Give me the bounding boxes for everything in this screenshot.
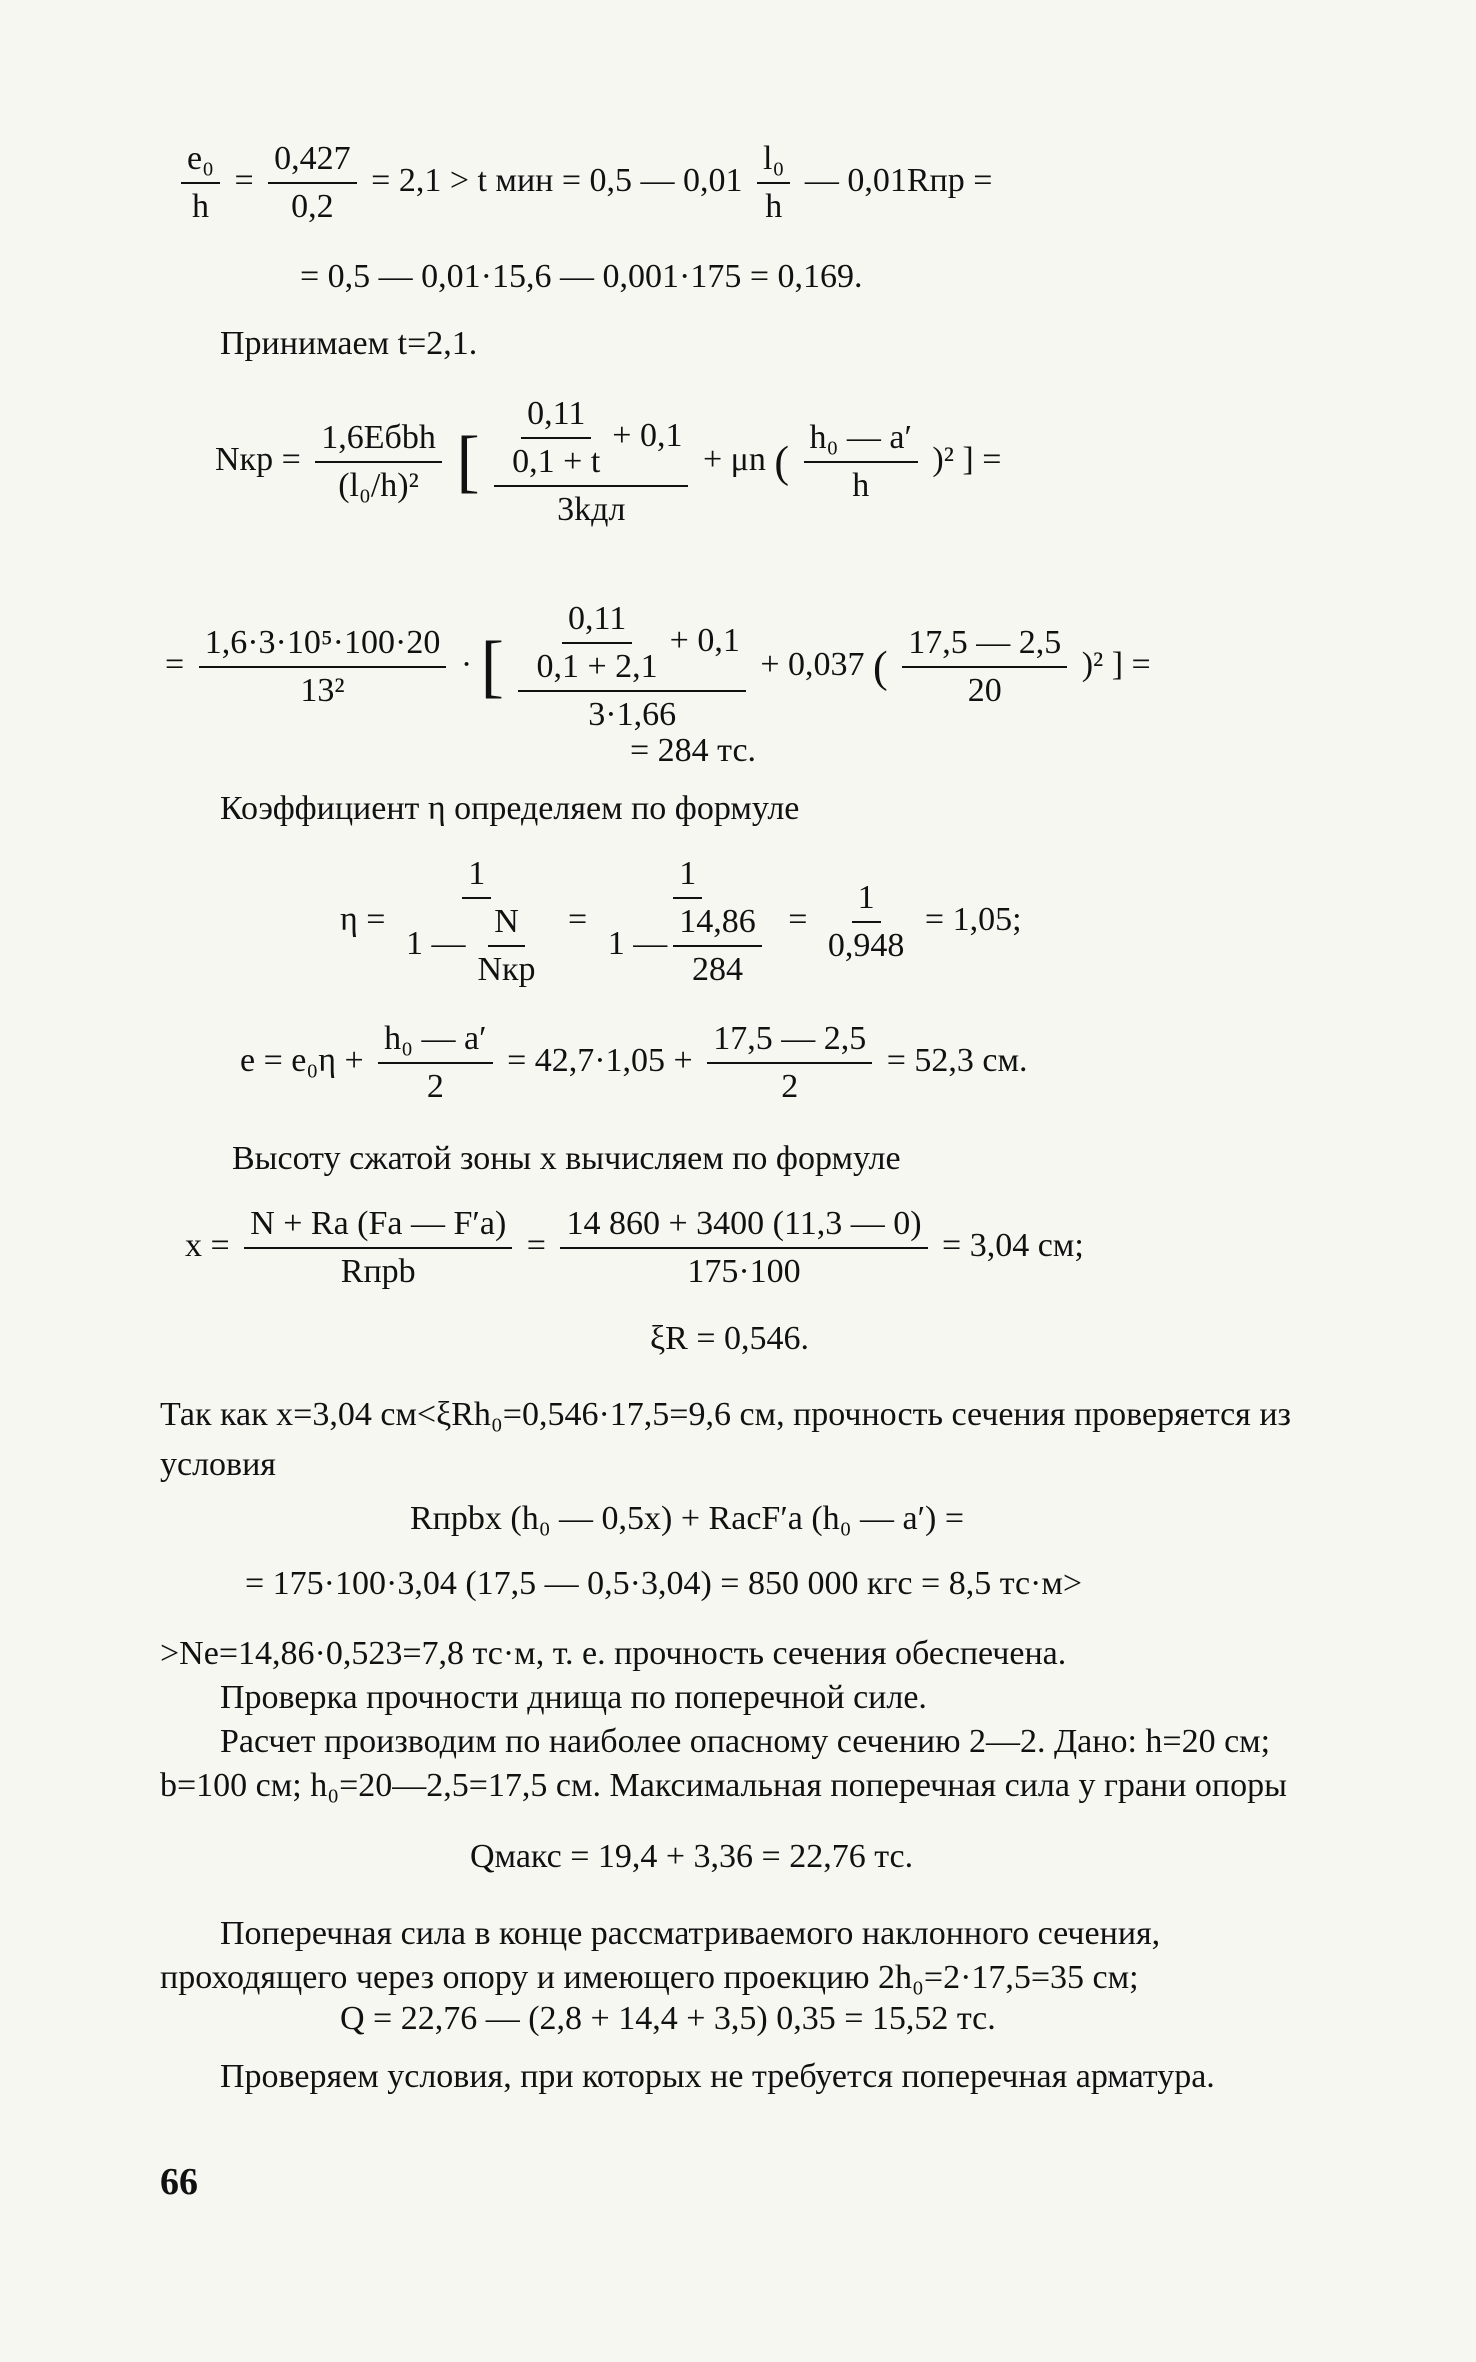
frac-den: (l₀/h)² xyxy=(338,467,419,504)
paragraph-verify: Проверяем условия, при которых не требуется поперечная арматура. xyxy=(220,2058,1215,2095)
frac-den: 0,1 + t xyxy=(512,443,601,480)
frac-den: 0,1 + 2,1 xyxy=(536,648,658,685)
frac-den: 2 xyxy=(426,1068,444,1105)
eq-text: 1 — xyxy=(607,924,668,962)
frac-num: 1 xyxy=(673,855,702,899)
eq-text: = 1,05; xyxy=(924,900,1022,938)
equation-nkr-values xyxy=(165,600,1151,734)
frac-den: 175·100 xyxy=(687,1253,801,1290)
eq-text: + 0,1 xyxy=(669,621,740,659)
eq-sign: = xyxy=(788,900,808,938)
eq-text: = 52,3 см. xyxy=(886,1041,1028,1079)
paragraph-coef: Коэффициент η определяем по формуле xyxy=(220,790,800,827)
frac-den: 0,2 xyxy=(291,188,334,225)
frac-den: Rпрb xyxy=(340,1253,416,1290)
frac-num: h₀ — a′ xyxy=(378,1020,492,1064)
frac-den: 3·1,66 xyxy=(588,696,677,733)
eq-text: + 0,1 xyxy=(612,416,683,454)
eq-sign: = xyxy=(568,900,588,938)
bracket-open: [ xyxy=(456,423,480,500)
eq-lhs: e = e₀η + xyxy=(240,1041,364,1079)
eq-text: = 42,7·1,05 + xyxy=(507,1041,693,1079)
dot: · xyxy=(460,645,473,683)
paragraph-check: Проверка прочности днища по поперечной силе. xyxy=(220,1679,927,1716)
frac-den: h xyxy=(191,188,209,225)
frac-den: 3kдл xyxy=(557,491,626,528)
frac-den: Nкр xyxy=(477,951,536,988)
frac-num: 17,5 — 2,5 xyxy=(902,624,1067,668)
frac-num: 1,6Eбbh xyxy=(315,419,442,463)
equation-cond2: = 175·100·3,04 (17,5 — 0,5·3,04) = 850 000 кгс = 8,5 тс·м> xyxy=(245,1565,1083,1602)
frac-den: 2 xyxy=(781,1068,799,1105)
equation-q: Q = 22,76 — (2,8 + 14,4 + 3,5) 0,35 = 15,52 тс. xyxy=(340,2000,996,2037)
frac-den: h xyxy=(765,188,783,225)
page-number: 66 xyxy=(160,2161,198,2203)
eq-lhs: x = xyxy=(185,1226,230,1264)
paragraph-accept: Принимаем t=2,1. xyxy=(220,325,478,362)
frac-num: 14,86 xyxy=(673,903,762,947)
eq-sign: = xyxy=(234,161,254,199)
eq-text: — 0,01Rпр = xyxy=(804,161,993,199)
frac-num: 17,5 — 2,5 xyxy=(707,1020,872,1064)
paragraph-height: Высоту сжатой зоны x вычисляем по формуле xyxy=(232,1140,901,1177)
paren-open: ( xyxy=(774,437,790,487)
frac-num: 0,427 xyxy=(268,140,357,184)
frac-num: N + Rа (Fa — F′a) xyxy=(244,1205,512,1249)
frac-den: h xyxy=(852,467,870,504)
eq-lhs: η = xyxy=(340,900,386,938)
equation-nkr xyxy=(215,395,1001,529)
frac-den: 284 xyxy=(691,951,743,988)
frac-num: 1 xyxy=(462,855,491,899)
equation-qmax: Qмакс = 19,4 + 3,36 = 22,76 тс. xyxy=(470,1838,914,1875)
equation-xi: ξR = 0,546. xyxy=(650,1320,810,1357)
bracket-open: [ xyxy=(480,628,504,705)
frac-den: 13² xyxy=(300,672,345,709)
eq-lhs: Nкр = xyxy=(215,440,301,478)
frac-num: l₀ xyxy=(757,140,790,184)
eq-text: = 2,1 > t мин = 0,5 — 0,01 xyxy=(371,161,743,199)
frac-num: 1,6·3·10⁵·100·20 xyxy=(199,624,447,668)
frac-num: 1 xyxy=(852,879,881,923)
equation-e0-h xyxy=(175,140,992,226)
frac-num: e₀ xyxy=(181,140,220,184)
frac-num: 14 860 + 3400 (11,3 — 0) xyxy=(560,1205,927,1249)
eq-text: + μn xyxy=(702,440,766,478)
frac-num: 0,11 xyxy=(562,600,632,644)
equation-e xyxy=(240,1020,1028,1106)
paragraph-calc: Расчет производим по наиболее опасному сечению 2—2. Дано: h=20 см; b=100 см; h₀=20—2,5=17,5 см. Максимальная поперечная сила у грани опоры xyxy=(160,1723,1287,1804)
paren-open: ( xyxy=(873,642,888,692)
eq-text: 1 — xyxy=(405,924,466,962)
equation-eta xyxy=(340,855,1022,989)
paragraph-ne: >Ne=14,86·0,523=7,8 тс·м, т. е. прочность сечения обеспечена. xyxy=(160,1635,1067,1672)
equation-line: = 0,5 — 0,01·15,6 — 0,001·175 = 0,169. xyxy=(300,258,863,295)
eq-text: )² ] = xyxy=(1081,645,1151,683)
equation-line: = 284 тс. xyxy=(630,732,757,769)
frac-num: h₀ — a′ xyxy=(804,419,918,463)
paragraph-shear: Поперечная сила в конце рассматриваемого наклонного сечения, проходящего через опору и имеющего проекцию 2h₀=2·17,5=35 см; xyxy=(160,1915,1161,1996)
eq-text: = 3,04 см; xyxy=(942,1226,1084,1264)
paragraph-since: Так как x=3,04 см<ξRh₀=0,546·17,5=9,6 см, прочность сечения проверяется из условия xyxy=(160,1396,1291,1483)
frac-num: N xyxy=(488,903,525,947)
eq-text: + 0,037 xyxy=(760,645,865,683)
equation-cond1: Rпрbx (h₀ — 0,5x) + RacF′a (h₀ — a′) = xyxy=(410,1500,965,1537)
eq-sign: = xyxy=(526,1226,546,1264)
frac-den: 20 xyxy=(967,672,1002,709)
frac-num: 0,11 xyxy=(521,395,591,439)
equation-x xyxy=(185,1205,1084,1291)
frac-den: 0,948 xyxy=(827,927,905,964)
eq-sign: = xyxy=(165,645,185,683)
eq-text: )² ] = xyxy=(932,440,1002,478)
